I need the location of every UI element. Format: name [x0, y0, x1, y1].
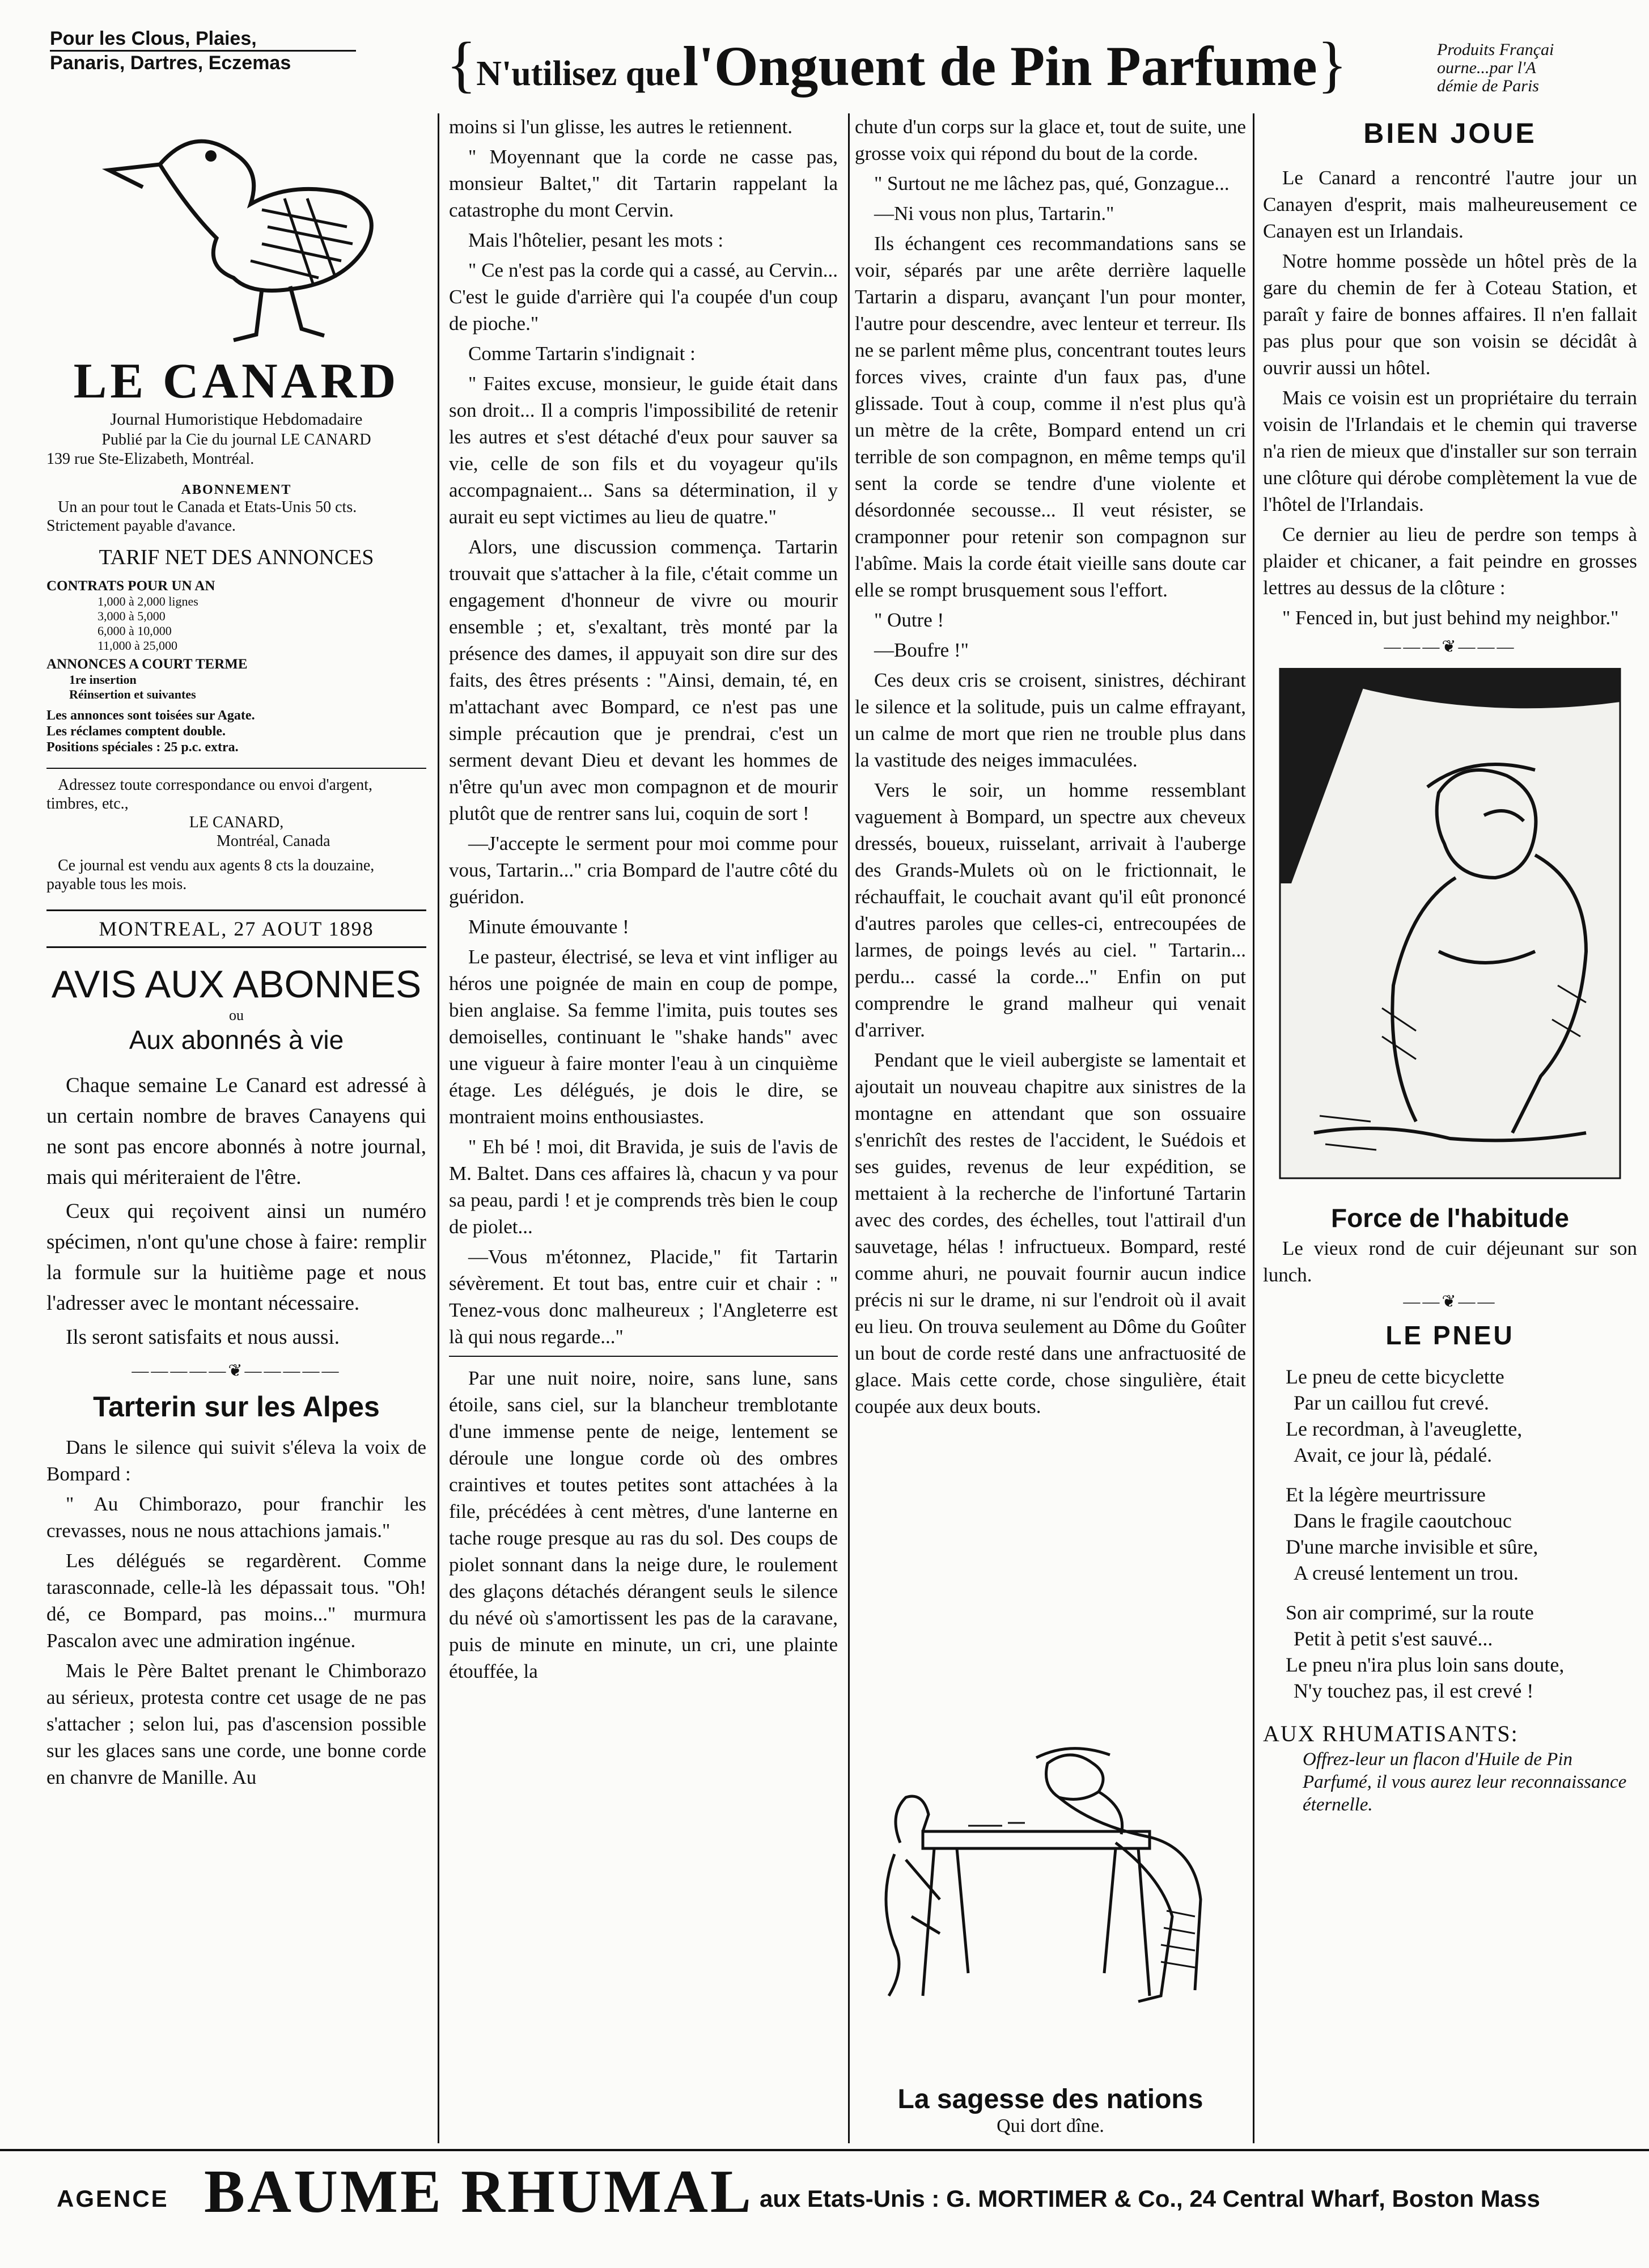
- address-text: Adressez toute correspondance ou envoi d'argent, timbres, etc.,: [46, 776, 372, 813]
- brace-left-icon: {: [446, 29, 477, 99]
- header-main-ad: [381, 28, 1413, 100]
- tarif-title: TARIF NET DES ANNONCES: [99, 545, 374, 569]
- poem-line: Par un caillou fut crevé.: [1294, 1391, 1489, 1414]
- poem-line: Petit à petit s'est sauvé...: [1294, 1627, 1493, 1650]
- tartarin-column-2: [449, 113, 838, 1688]
- tartarin-paragraph: Pendant que le vieil aubergiste se lamentait et ajoutait un nouveau chapitre aux sinistres de la montagne en attendant que son ossuaire s'enrichît des restes de l'accident, le Suédois et ses guides, revenus de leur expédition, se mettaient à la recherche de l'infortuné Tartarin avec des cordes, des échelles, tout l'attirail d'un sauvetage, hélas ! infructueux. Bompard, resté comme ahuri, ne pouvait fournir aucun indice précis ni sur le drame, ni sur l'endroit où il avait eu lieu. On trouva seulement au Dôme du Goûter un bout de corde resté dans une anfractuosité de glace. Mais cette corde, chose singulière, était coupée aux deux bouts.: [855, 1049, 1246, 1417]
- tartarin-paragraph: Alors, une discussion commença. Tartarin trouvait que s'attacher à la file, c'était comme un engagement d'honneur de vivre ou mourir ensemble ; et, s'exaltant, très monté par la présence des dames, il appuyait son dire sur des faits, des êtres présents : "Ainsi, demain, té, en m'attachant avec Bompard, ce n'est pas une simple précaution que je prendrai, c'est un serment devant Dieu et devant les hommes de n'être qu'un avec mon compagnon et de mourir plutôt que de rentrer sans lui, coquin de sort !: [449, 536, 838, 824]
- tartarin-paragraph: Ces deux cris se croisent, sinistres, déchirant le silence et la solitude, puis un calme effrayant, un calme de mort que rien ne trouble plus dans la vastitude des neiges immaculées.: [855, 669, 1246, 771]
- poem-line: Avait, ce jour là, pédalé.: [1294, 1444, 1493, 1466]
- tartarin-paragraph: moins si l'un glisse, les autres le retiennent.: [449, 116, 793, 138]
- poem-line: D'une marche invisible et sûre,: [1286, 1535, 1538, 1558]
- contrats-row: 3,000 à 5,000: [98, 609, 166, 623]
- tartarin-paragraph: " Eh bé ! moi, dit Bravida, je suis de l'avis de M. Baltet. Dans ces affaires là, chacun y va pour sa peau, pardi ! et je comprends très bien le coup de piolet...: [449, 1136, 838, 1238]
- header-right-line2: ourne...par l'A: [1437, 58, 1536, 77]
- tarif-note: Positions spéciales : 25 p.c. extra.: [46, 740, 239, 755]
- tartarin-paragraph: Ils échangent ces recommandations sans se voir, séparés par une arête derrière laquelle Tartarin a disparu, avançant l'un pour monter, l'autre pour descendre, avec lenteur et terreur. Ils ne se parlent même plus, concentrant toutes leurs forces vives, crainte d'un faux pas, d'une glissade. Tout à coup, comme il n'est plus qu'à un mètre de la crête, Bompard entend un cri terrible de son compagnon, en même temps qu'il sent la corde se tendre d'une violente et désordonnée secousse... Il veut résister, se cramponner pour retenir son compagnon sur l'abîme. Mais la corde était vieille sans doute car elle se rompt brusquement sous l'effort.: [855, 232, 1246, 601]
- tartarin-paragraph: Les délégués se regardèrent. Comme tarasconnade, celle-là les dépassait tous. "Oh! dé, ce Bompard, pas moins..." murmura Pascalon avec une admiration ingénue.: [46, 1550, 426, 1652]
- sleeping-man-illustration: [855, 1729, 1246, 2081]
- avis-paragraph: Chaque semaine Le Canard est adressé à un certain nombre de braves Canayens qui ne sont pas encore abonnés à notre journal, mais qui mériteraient de l'être.: [46, 1074, 426, 1189]
- avis-ou: ou: [229, 1007, 244, 1023]
- avis-title: AVIS AUX ABONNES: [51, 963, 422, 1006]
- tartarin-paragraph: chute d'un corps sur la glace et, tout de suite, une grosse voix qui répond du bout de la corde.: [855, 116, 1246, 164]
- tartarin-paragraph: —Boufre !": [874, 639, 969, 661]
- tartarin-paragraph: " Surtout ne me lâchez pas, qué, Gonzague...: [874, 172, 1230, 194]
- masthead-publisher-2: 139 rue Ste-Elizabeth, Montréal.: [46, 450, 255, 468]
- tartarin-paragraph: Comme Tartarin s'indignait :: [468, 342, 696, 365]
- avis-subtitle: Aux abonnés à vie: [129, 1025, 344, 1055]
- ornament-divider-icon: —————❦—————: [132, 1361, 341, 1380]
- court-terme-title: ANNONCES A COURT TERME: [46, 657, 248, 672]
- masthead-publisher-1: Publié par la Cie du journal LE CANARD: [101, 431, 371, 448]
- sagesse-cartoon: [855, 1729, 1246, 2137]
- tartarin-paragraph: " Ce n'est pas la corde qui a cassé, au Cervin... C'est le guide d'arrière qui l'a coupée d'un coup de pioche.": [449, 259, 838, 335]
- poem-line: Dans le fragile caoutchouc: [1294, 1509, 1512, 1532]
- section-divider: [449, 1356, 838, 1357]
- address-name: LE CANARD,: [189, 814, 284, 831]
- tartarin-paragraph: " Outre !: [874, 609, 944, 631]
- dateline: MONTREAL, 27 AOUT 1898: [46, 909, 426, 948]
- contrats-list: [46, 594, 426, 653]
- tarif-note: Les réclames comptent double.: [46, 724, 226, 739]
- tartarin-paragraph: Par une nuit noire, noire, sans lune, sans étoile, sans ciel, sur la blancheur tremblotante d'une immense pente de neige, lentement se déroule une longue corde où des ombres craintives et toutes petites sont attachées à la file, précédées à cent mètres, d'une lanterne en tache rouge presque au ras du sol. Des coups de piolet sonnant dans la neige dure, le roulement des glaçons détachés dérangent seuls le silence du névé où s'amortissent les pas de la caravane, puis de minute en minute, un cri, une plainte étouffée, la: [449, 1367, 838, 1682]
- pneu-stanza: [1263, 1600, 1637, 1704]
- header-right-line3: démie de Paris: [1437, 77, 1539, 95]
- header-left-line1: Pour les Clous, Plaies,: [50, 28, 257, 49]
- abonnement-text: Un an pour tout le Canada et Etats-Unis 50 cts. Strictement payable d'avance.: [46, 498, 357, 535]
- avis-paragraph: Ceux qui reçoivent ainsi un numéro spécimen, n'ont qu'une chose à faire: remplir la formule sur la huitième page et nous l'adresser avec le montant nécessaire.: [46, 1200, 426, 1315]
- abonnement-title: ABONNEMENT: [181, 483, 292, 497]
- force-title: Force de l'habitude: [1331, 1203, 1569, 1233]
- header-right-note: [1437, 41, 1641, 95]
- tartarin-paragraph: Mais l'hôtelier, pesant les mots :: [468, 229, 724, 251]
- tartarin-paragraph: Vers le soir, un homme ressemblant vaguement à Bompard, un spectre aux cheveux dressés, boueux, ruisselant, arrivait à l'auberge des Grands-Mulets où on le frictionnait, le réchauffait, le couchait avant qu'il eût prononcé d'autres paroles que celles-ci, entrecoupées de larmes, de poings levés au ciel. " Tartarin... perdu... cassé la corde..." Enfin on put comprendre le grand malheur qui venait d'arriver.: [855, 779, 1246, 1041]
- tartarin-paragraph: Le pasteur, électrisé, se leva et vint infliger au héros une poignée de main en coup de pompe, bien anglaise. Sa femme l'imita, puis toutes ses demoiselles, continuant le "shake hands" avec une vigueur à faire monter l'eau à un cinquième étage. Les délégués, je dois le dire, se montraient moins enthousiastes.: [449, 946, 838, 1128]
- tartarin-title: Tarterin sur les Alpes: [93, 1391, 380, 1423]
- contrats-row: 1,000 à 2,000 lignes: [98, 594, 198, 608]
- header-left-line2: Panaris, Dartres, Eczemas: [50, 50, 356, 74]
- address-block: [46, 768, 426, 894]
- pneu-stanza: [1263, 1482, 1637, 1586]
- column-rule-1: [438, 113, 439, 2143]
- poem-line: Son air comprimé, sur la route: [1286, 1601, 1534, 1624]
- poem-line: Le recordman, à l'aveuglette,: [1286, 1417, 1523, 1440]
- pneu-stanza: [1263, 1364, 1637, 1468]
- poem-line: Et la légère meurtrissure: [1286, 1483, 1486, 1506]
- duck-logo-icon: [46, 113, 426, 352]
- tartarin-paragraph: Minute émouvante !: [468, 916, 629, 938]
- rond-de-cuir-illustration: [1269, 668, 1631, 1190]
- rhumatisants-text: Offrez-leur un flacon d'Huile de Pin Parfumé, il vous aurez leur reconnaissance éternelle.: [1303, 1749, 1627, 1815]
- force-text: Le vieux rond de cuir déjeunant sur son lunch.: [1263, 1237, 1637, 1286]
- tartarin-paragraph: " Faites excuse, monsieur, le guide était dans son droit... Il a compris l'impossibilité de retenir les autres et s'est détaché d'eux pour sauver sa vie, celle de son fils et du voyageur qu'ils accompagnaient... Sans sa détermination, il y aurait eu sept victimes au lieu de quatre.": [449, 373, 838, 528]
- column-rule-2: [848, 113, 850, 2143]
- bien-joue-paragraph: Mais ce voisin est un propriétaire du terrain voisin de l'Irlandais et le chemin qui traverse n'a rien de mieux que d'installer sur son terrain une clôture qui dérobe complètement la vue de l'hôtel de l'Irlandais.: [1263, 387, 1637, 515]
- avis-paragraph: Ils seront satisfaits et nous aussi.: [66, 1326, 340, 1349]
- footer-product: BAUME RHUMAL: [204, 2158, 753, 2225]
- bien-joue-paragraph: Notre homme possède un hôtel près de la gare du chemin de fer à Coteau Station, et paraît y faire de bonnes affaires. Il n'en fallait pas plus pour que son voisin se décidât à ouvrir aussi un hôtel.: [1263, 250, 1637, 379]
- masthead-column: [46, 113, 426, 1794]
- agents-text: Ce journal est vendu aux agents 8 cts la douzaine, payable tous les mois.: [46, 857, 375, 893]
- poem-line: Le pneu de cette bicyclette: [1286, 1365, 1504, 1388]
- footer-ad: [0, 2149, 1649, 2236]
- contrats-row: 6,000 à 10,000: [98, 624, 172, 638]
- poem-line: Le pneu n'ira plus loin sans doute,: [1286, 1653, 1565, 1676]
- header-left-ad: [50, 27, 356, 74]
- tartarin-paragraph: " Au Chimborazo, pour franchir les crevasses, nous ne nous attachions jamais.": [46, 1493, 426, 1542]
- tartarin-column-3: [855, 113, 1246, 1423]
- header-main-part1: N'utilisez que: [476, 54, 681, 93]
- poem-line: N'y touchez pas, il est crevé !: [1294, 1679, 1534, 1702]
- tartarin-paragraph: Dans le silence qui suivit s'éleva la voix de Bompard :: [46, 1436, 426, 1485]
- address-city: Montréal, Canada: [217, 832, 330, 850]
- tartarin-paragraph: —J'accepte le serment pour moi comme pour vous, Tartarin..." cria Bompard de l'autre côté du guéridon.: [449, 832, 838, 908]
- rhumatisants-title: AUX RHUMATISANTS:: [1263, 1721, 1519, 1746]
- court-terme-list: [46, 672, 426, 702]
- tartarin-paragraph: —Ni vous non plus, Tartarin.": [874, 202, 1114, 225]
- ornament-divider-icon: ——❦——: [1403, 1292, 1497, 1311]
- right-column: [1263, 113, 1637, 1816]
- tarif-notes: [46, 708, 426, 755]
- bien-joue-paragraph: " Fenced in, but just behind my neighbor.": [1282, 607, 1619, 629]
- tarif-note: Les annonces sont toisées sur Agate.: [46, 708, 255, 723]
- bien-joue-title: BIEN JOUE: [1363, 117, 1537, 149]
- bien-joue-paragraph: Le Canard a rencontré l'autre jour un Canayen d'esprit, mais malheureusement ce Canayen est un Irlandais.: [1263, 167, 1637, 242]
- contrats-row: 11,000 à 25,000: [98, 638, 177, 653]
- footer-rest: aux Etats-Unis : G. MORTIMER & Co., 24 Central Wharf, Boston Mass: [760, 2185, 1540, 2212]
- column-rule-3: [1253, 113, 1254, 2143]
- brace-right-icon: }: [1317, 29, 1347, 99]
- poem-line: A creusé lentement un trou.: [1294, 1562, 1519, 1584]
- ornament-divider-icon: ———❦———: [1384, 637, 1516, 656]
- masthead-title: LE CANARD: [73, 354, 400, 409]
- sagesse-caption: Qui dort dîne.: [997, 2115, 1104, 2136]
- court-terme-row: Réinsertion et suivantes: [69, 687, 196, 701]
- tartarin-paragraph: " Moyennant que la corde ne casse pas, monsieur Baltet," dit Tartarin rappelant la catastrophe du mont Cervin.: [449, 146, 838, 221]
- tartarin-paragraph: —Vous m'étonnez, Placide," fit Tartarin sévèrement. Et tout bas, entre cuir et chair : " Tenez-vous donc malheureux ; l'Angleterre est là qui nous regarde...": [449, 1246, 838, 1348]
- court-terme-row: 1re insertion: [69, 672, 137, 687]
- header-right-line1: Produits Françai: [1437, 40, 1554, 59]
- tartarin-paragraph: Mais le Père Baltet prenant le Chimborazo au sérieux, protesta contre cet usage de ne pas s'attacher ; selon lui, pas d'ascension possible sur les glaces sans une corde, une bonne corde en chanvre de Manille. Au: [46, 1660, 426, 1788]
- header-main-part2: l'Onguent de Pin Parfume: [683, 35, 1317, 98]
- contrats-title: CONTRATS POUR UN AN: [46, 578, 215, 594]
- footer-agence: AGENCE: [57, 2185, 169, 2212]
- bien-joue-paragraph: Ce dernier au lieu de perdre son temps à plaider et chicaner, a fait peindre en grosses lettres au dessus de la clôture :: [1263, 523, 1637, 599]
- sagesse-title: La sagesse des nations: [897, 2084, 1203, 2114]
- masthead-subtitle: Journal Humoristique Hebdomadaire: [110, 410, 363, 429]
- pneu-title: LE PNEU: [1385, 1321, 1515, 1350]
